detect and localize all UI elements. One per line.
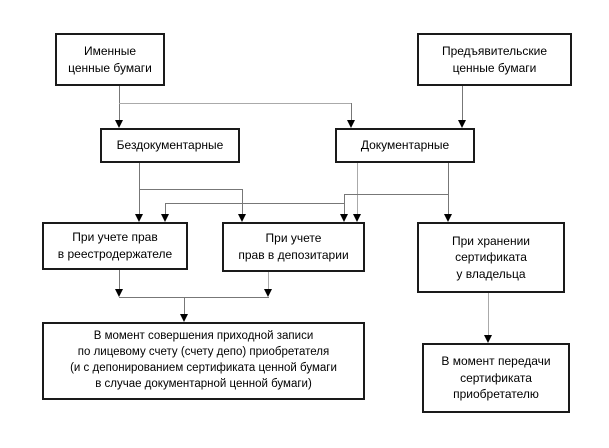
node-moment-of-certificate-transfer: [422, 343, 570, 413]
node-label-line: прав в депозитарии: [238, 248, 349, 262]
node-bearer-securities: [417, 33, 572, 86]
connector-line: [139, 189, 243, 190]
node-label-line: Предъявительские: [441, 43, 548, 58]
connector-line: [344, 194, 449, 195]
node-label-line: приобретателю: [453, 387, 539, 402]
node-label-line: Бездокументарные: [116, 138, 224, 153]
node-label-line: Именные: [83, 43, 137, 58]
connector-line: [242, 189, 243, 215]
node-label-line: При учете прав: [72, 230, 158, 245]
connector-line: [165, 203, 345, 204]
connector-line: [119, 103, 352, 104]
arrowhead-down-icon: [238, 214, 246, 222]
node-label-line: сертификата: [455, 250, 527, 265]
node-label-line: В момент совершения приходной записи: [93, 330, 314, 343]
node-registered-securities: [55, 33, 165, 86]
arrowhead-down-icon: [340, 214, 348, 222]
arrowhead-down-icon: [180, 314, 188, 322]
connector-line: [119, 86, 120, 122]
node-label-line: При учете: [265, 231, 322, 246]
connector-line: [119, 270, 120, 290]
node-moment-of-credit-entry: [42, 322, 365, 400]
arrowhead-down-icon: [347, 120, 355, 128]
node-rights-at-registrar: [42, 222, 188, 270]
connector-line: [119, 297, 269, 298]
connector-line: [268, 272, 269, 290]
node-label-line: В момент передачи: [441, 354, 551, 369]
node-label-line: ценные бумаги: [452, 60, 537, 75]
node-label-line: в реестродержателе: [57, 247, 173, 261]
arrowhead-down-icon: [161, 214, 169, 222]
node-label-line: При хранении: [451, 233, 531, 248]
arrowhead-down-icon: [353, 214, 361, 222]
node-label-line: в случае документарной ценной бумаги): [95, 377, 312, 390]
arrowhead-down-icon: [115, 289, 123, 297]
node-certificate-with-owner: [417, 222, 565, 293]
node-label-line: у владельца: [456, 266, 526, 281]
node-label-line: ценные бумаги: [68, 60, 152, 75]
connector-line: [448, 163, 449, 215]
arrowhead-down-icon: [458, 120, 466, 128]
node-non-documentary: [100, 128, 240, 163]
node-label-line: (и с депонированием сертификата ценной бумаги: [70, 362, 337, 374]
node-rights-at-depository: [222, 222, 365, 272]
arrowhead-down-icon: [444, 214, 452, 222]
node-label-line: сертификата: [460, 370, 532, 385]
arrowhead-down-icon: [484, 335, 492, 343]
connector-line: [184, 297, 185, 315]
arrowhead-down-icon: [115, 120, 123, 128]
connector-line: [462, 86, 463, 122]
node-label-line: по лицевому счету (счету депо) приобретателя: [77, 346, 330, 359]
arrowhead-down-icon: [135, 214, 143, 222]
node-documentary: [335, 128, 475, 163]
node-label-line: Документарные: [360, 138, 450, 153]
connector-line: [344, 194, 345, 215]
connector-line: [357, 163, 358, 215]
arrowhead-down-icon: [264, 289, 272, 297]
connector-line: [488, 293, 489, 336]
